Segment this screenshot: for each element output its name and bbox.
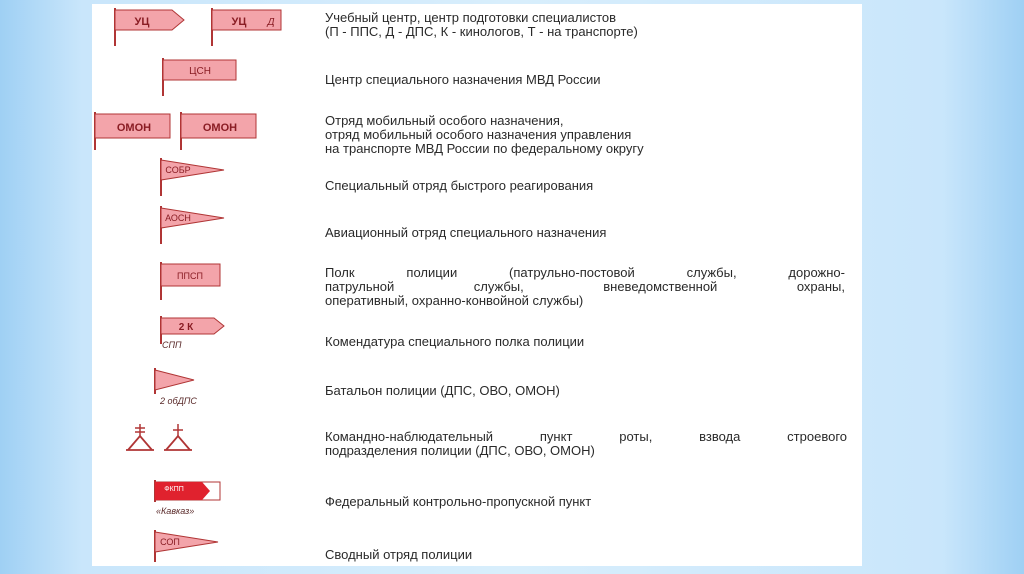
description-line: Командно-наблюдательный пункт роты, взвода строевого: [325, 429, 847, 444]
symbol-caption: СПП: [162, 340, 182, 350]
flag-suffix: Д: [267, 17, 275, 28]
legend-sheet: [92, 4, 862, 566]
omon-transport-flag-icon: [178, 110, 260, 152]
legend-description: [325, 384, 852, 398]
description-line: Сводный отряд полиции: [325, 547, 473, 562]
legend-description: [325, 548, 852, 562]
description-line: патрульной службы, вневедомственной охраны,: [325, 279, 845, 294]
omon-flag-icon: [92, 110, 174, 152]
legend-description: [325, 335, 852, 349]
description-line: на транспорте МВД России по федеральному округу: [325, 141, 644, 156]
description-line: Комендатура специального полка полиции: [325, 334, 585, 349]
legend-description: [325, 430, 847, 458]
csn-flag-icon: [160, 56, 240, 98]
flag-label: ЦСН: [189, 66, 211, 77]
symbol-caption: 2 обДПС: [160, 396, 197, 406]
command-post-platoon-icon: [160, 422, 196, 454]
aosn-pennant-icon: [158, 204, 238, 246]
command-post-icon: [122, 422, 158, 454]
flag-label: АОСН: [165, 213, 191, 223]
flag-label: ППСП: [177, 271, 203, 281]
sobr-pennant-icon: [158, 156, 238, 198]
legend-description: [325, 266, 845, 308]
description-line: подразделения полиции (ДПС, ОВО, ОМОН): [325, 443, 595, 458]
flag-label: СОП: [160, 537, 180, 547]
ppsp-flag-icon: [158, 260, 238, 302]
legend-description: [325, 179, 852, 193]
description-line: отряд мобильный особого назначения управления: [325, 127, 632, 142]
battalion-pennant-icon: [152, 366, 212, 398]
description-line: (П - ППС, Д - ДПС, К - кинологов, Т - на транспорте): [325, 24, 638, 39]
flag-label: 2 К: [178, 322, 194, 333]
description-line: Авиационный отряд специального назначения: [325, 225, 607, 240]
description-line: Полк полиции (патрульно-постовой службы, дорожно-: [325, 265, 845, 280]
flag-label: УЦ: [231, 16, 247, 28]
symbol-caption: «Кавказ»: [156, 506, 195, 516]
legend-description: [325, 226, 852, 240]
description-line: Отряд мобильный особого назначения,: [325, 113, 564, 128]
legend-description: [325, 73, 852, 87]
description-line: Федеральный контрольно-пропускной пункт: [325, 494, 592, 509]
flag-label: СОБР: [165, 165, 191, 175]
description-line: Центр специального назначения МВД России: [325, 72, 601, 87]
flag-label: ОМОН: [116, 122, 152, 134]
legend-description: [325, 11, 852, 39]
sop-pennant-icon: [152, 528, 232, 566]
flag-label: УЦ: [134, 16, 150, 28]
flag-label: ОМОН: [202, 122, 238, 134]
legend-description: [325, 495, 852, 509]
training-center-flag-icon: [112, 6, 192, 48]
legend-description: [325, 114, 852, 156]
description-line: Батальон полиции (ДПС, ОВО, ОМОН): [325, 383, 560, 398]
description-line: оперативный, охранно-конвойной службы): [325, 293, 584, 308]
fkpp-flag-icon: [152, 478, 232, 508]
description-line: Учебный центр, центр подготовки специалистов: [325, 10, 617, 25]
training-center-dps-flag-icon: [209, 6, 289, 48]
flag-label: ФКПП: [164, 486, 184, 493]
description-line: Специальный отряд быстрого реагирования: [325, 178, 594, 193]
